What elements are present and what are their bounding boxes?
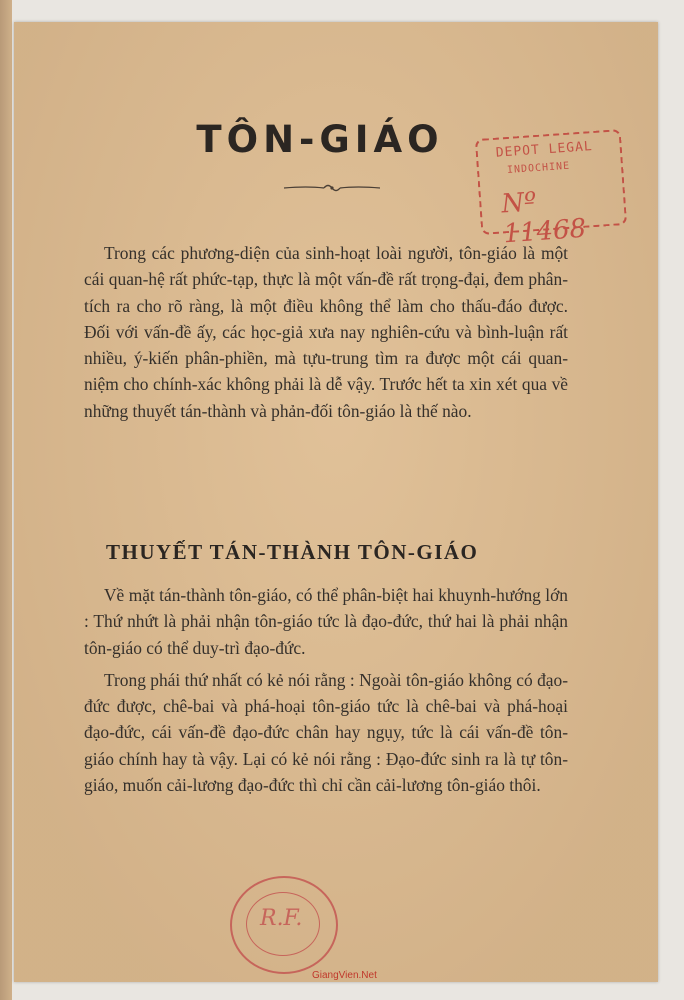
stamp-number: Nº 11468 bbox=[500, 187, 588, 250]
rf-stamp-label: R.F. bbox=[260, 906, 303, 931]
section-body bbox=[84, 582, 568, 798]
intro-paragraph: Trong các phương-diện của sinh-hoạt loài người, tôn-giáo là một cái quan-hệ rất phức-tạp, thực là một vấn-đề rất trọng-đại, đem phân-tích ra cho rõ ràng, là một điều không thể làm cho thấu-đáo được. Đối với vấn-đề ấy, các học-giả xưa nay nghiên-cứu và bình-luận rất nhiều, ý-kiến phân-phiền, mà tựu-trung tìm ra được một cái quan-niệm cho chính-xác không phải là dễ vậy. Trước hết ta xin xét qua về những thuyết tán-thành và phản-đối tôn-giáo là thế nào. bbox=[84, 243, 568, 421]
title-ornament bbox=[282, 182, 382, 194]
site-watermark: GiangVien.Net bbox=[312, 970, 377, 981]
book-gutter bbox=[0, 0, 12, 1000]
page-title: TÔN-GIÁO bbox=[196, 118, 444, 161]
stamp-line-depot: DEPOT LEGAL bbox=[495, 139, 594, 161]
stamp-line-indochine: INDOCHINE bbox=[506, 160, 571, 177]
depot-legal-stamp bbox=[475, 129, 627, 250]
rf-library-stamp bbox=[230, 876, 338, 974]
section-paragraph-2: Trong phái thứ nhất có kẻ nói rằng : Ngoài tôn-giáo không có đạo-đức được, chê-bai và phá-hoại tôn-giáo tức là chê-bai và phá-hoại đạo-đức, cái vấn-đề đạo-đức chân hay ngụy, tức là cái vấn-đề tôn-giáo chính hay tà vậy. Lại có kẻ nói rằng : Đạo-đức sinh ra là tự tôn-giáo, muốn cải-lương đạo-đức thì chỉ cần cải-lương tôn-giáo thôi. bbox=[84, 669, 568, 796]
section-paragraph-1: Về mặt tán-thành tôn-giáo, có thể phân-biệt hai khuynh-hướng lớn : Thứ nhứt là phải nhận tôn-giáo tức là đạo-đức, thứ hai là phải nhận tôn-giáo có thể duy-trì đạo-đức. bbox=[84, 585, 568, 658]
section-heading: THUYẾT TÁN-THÀNH TÔN-GIÁO bbox=[106, 540, 479, 564]
intro-section bbox=[84, 240, 568, 424]
